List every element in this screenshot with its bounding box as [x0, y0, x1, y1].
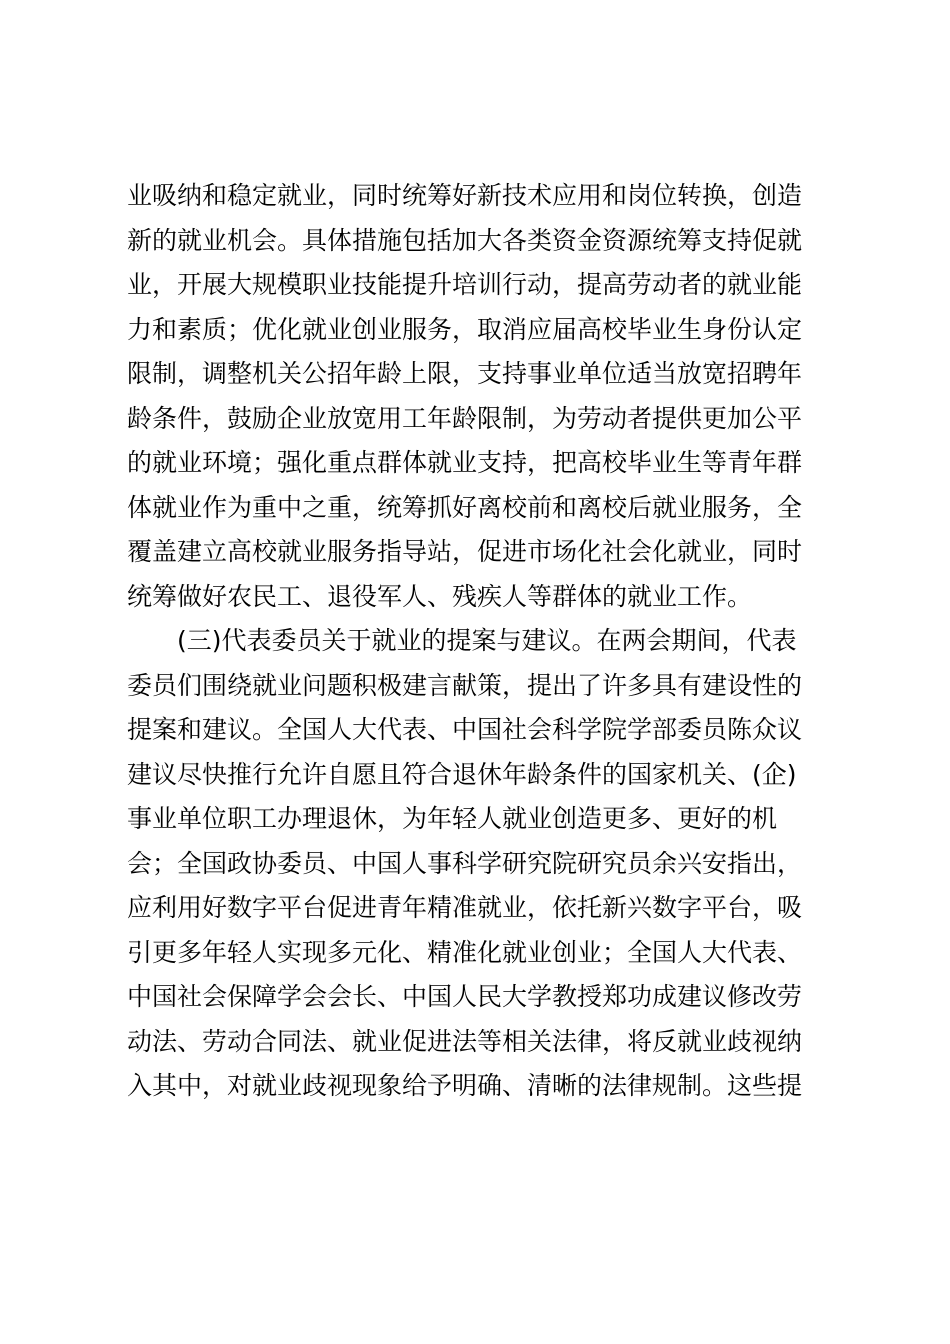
text-line: 提案和建议。全国人大代表、中国社会科学院学部委员陈众议: [127, 715, 803, 744]
body-text: [127, 174, 827, 1109]
text-line: 建议尽快推行允许自愿且符合退休年龄条件的国家机关、(企): [127, 759, 797, 789]
text-line: 引更多年轻人实现多元化、精准化就业创业；全国人大代表、: [127, 937, 803, 967]
text-line: 业吸纳和稳定就业，同时统筹好新技术应用和岗位转换，创造: [127, 181, 803, 210]
text-line: 事业单位职工办理退休，为年轻人就业创造更多、更好的机: [127, 804, 778, 833]
text-line: 龄条件，鼓励企业放宽用工年龄限制，为劳动者提供更加公平: [127, 403, 803, 433]
text-line: 业，开展大规模职业技能提升培训行动，提高劳动者的就业能: [127, 270, 803, 299]
text-line: 的就业环境；强化重点群体就业支持，把高校毕业生等青年群: [127, 448, 803, 477]
text-line: 动法、劳动合同法、就业促进法等相关法律，将反就业歧视纳: [127, 1026, 803, 1056]
text-line: 应利用好数字平台促进青年精准就业，依托新兴数字平台，吸: [127, 893, 803, 922]
text-line: 覆盖建立高校就业服务指导站，促进市场化社会化就业，同时: [127, 537, 803, 566]
paragraph-heading-line: (三)代表委员关于就业的提案与建议。在两会期间，代表: [177, 626, 797, 655]
text-line: 中国社会保障学会会长、中国人民大学教授郑功成建议修改劳: [127, 982, 803, 1011]
text-line: 体就业作为重中之重，统筹抓好离校前和离校后就业服务，全: [127, 492, 803, 522]
text-line: 限制，调整机关公招年龄上限，支持事业单位适当放宽招聘年: [127, 359, 803, 388]
text-line: 力和素质；优化就业创业服务，取消应届高校毕业生身份认定: [127, 314, 803, 344]
text-line: 新的就业机会。具体措施包括加大各类资金资源统筹支持促就: [127, 225, 803, 255]
text-line: 统筹做好农民工、退役军人、残疾人等群体的就业工作。: [127, 581, 753, 611]
text-line: 入其中，对就业歧视现象给予明确、清晰的法律规制。这些提: [127, 1071, 803, 1100]
text-line: 委员们围绕就业问题积极建言献策，提出了许多具有建设性的: [127, 670, 803, 700]
text-line: 会；全国政协委员、中国人事科学研究院研究员余兴安指出，: [127, 848, 803, 878]
